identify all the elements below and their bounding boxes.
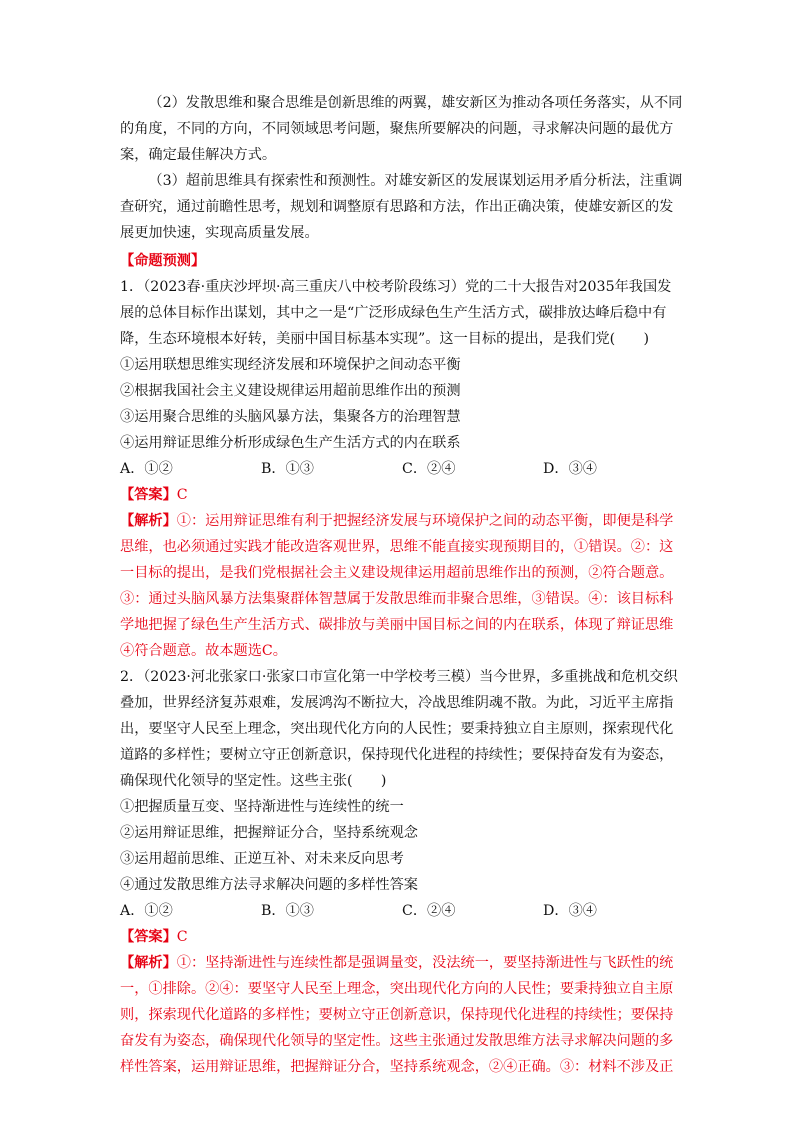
analysis-label: 【解析】: [120, 513, 177, 529]
question-text: （2023·河北张家口·张家口市宣化第一中学校考三模）当今世界，多重挑战和危机交织叠加，世界经济复苏艰难，发展鸿沟不断拉大，冷战思维阴魂不散。为此，习近平主席指出，要坚守人民至上理念，突出现代化方向的人民性；要秉持独立自主原则，探索现代化道路的多样性；要树立守正创新意识，保持现代化进程的持续性；要保持奋发有为姿态，确保现代化领导的坚定性。这些主张( ): [120, 669, 678, 789]
option-d: D．③④: [543, 903, 597, 919]
answer-line: [120, 924, 684, 950]
statement-item: ①运用联想思维实现经济发展和环境保护之间动态平衡: [120, 357, 461, 373]
analysis-text: ①：坚持渐进性与连续性都是强调量变，没法统一，要坚持渐进性与飞跃性的统一，①排除。②④：要坚守人民至上理念，突出现代化方向的人民性；要秉持独立自主原则，探索现代化道路的多样性；要树立守正创新意识，保持现代化进程的持续性；要保持奋发有为姿态，确保现代化领导的坚定性。这些主张通过发散思维方法寻求解决问题的多样性答案，运用辩证思维，把握辩证分合，坚持系统观念，②④正确。③：材料不涉及正: [120, 955, 674, 1075]
question-stem: [120, 664, 684, 794]
intro-paragraph-2: （2）发散思维和聚合思维是创新思维的两翼，雄安新区为推动各项任务落实，从不同的角度，不同的方向，不同领域思考问题，聚焦所要解决的问题，寻求解决问题的最优方案，确定最佳解决方式。: [120, 95, 683, 163]
question-number: 2．: [120, 669, 144, 685]
statement-item: ①把握质量互变、坚持渐进性与连续性的统一: [120, 799, 404, 815]
analysis-paragraph: [120, 508, 684, 664]
statement-item: ②运用辩证思维，把握辩证分合，坚持系统观念: [120, 825, 418, 841]
question-2: [120, 664, 684, 1080]
analysis-paragraph: [120, 950, 684, 1080]
answer-label: 【答案】: [120, 487, 177, 503]
question-stem: [120, 274, 684, 352]
options-row: [120, 456, 684, 482]
option-c: C．②④: [402, 461, 456, 477]
question-1: [120, 274, 684, 664]
option-a: A．①②: [120, 903, 173, 919]
document-body: [120, 90, 684, 1080]
answer-value: C: [176, 487, 188, 503]
answer-line: [120, 482, 684, 508]
statement-item: ④通过发散思维方法寻求解决问题的多样性答案: [120, 877, 418, 893]
section-title: 【命题预测】: [120, 253, 206, 269]
analysis-text: ①：运用辩证思维有利于把握经济发展与环境保护之间的动态平衡，即便是科学思维，也必须通过实践才能改造客观世界，思维不能直接实现预期目的，①错误。②：这一目标的提出，是我们党根据社会主义建设规律运用超前思维作出的预测，②符合题意。③：通过头脑风暴方法集聚群体智慧属于发散思维而非聚合思维，③错误。④：该目标科学地把握了绿色生产生活方式、碳排放与美丽中国目标之间的内在联系，体现了辩证思维④符合题意。故本题选C。: [120, 513, 674, 659]
question-text: （2023春·重庆沙坪坝·高三重庆八中校考阶段练习）党的二十大报告对2035年我国发展的总体目标作出谋划，其中之一是“广泛形成绿色生产生活方式，碳排放达峰后稳中有降，生态环境根本好转，美丽中国目标基本实现”。这一目标的提出，是我们党( ): [120, 279, 672, 347]
statement-item: ③运用超前思维、正逆互补、对未来反向思考: [120, 851, 404, 867]
option-d: D．③④: [543, 461, 597, 477]
intro-paragraph-3: （3）超前思维具有探索性和预测性。对雄安新区的发展谋划运用矛盾分析法，注重调查研究，通过前瞻性思考，规划和调整原有思路和方法，作出正确决策，使雄安新区的发展更加快速，实现高质量发展。: [120, 173, 683, 241]
statement-item: ④运用辩证思维分析形成绿色生产生活方式的内在联系: [120, 435, 461, 451]
option-c: C．②④: [402, 903, 456, 919]
option-b: B．①③: [261, 461, 314, 477]
statement-item: ②根据我国社会主义建设规律运用超前思维作出的预测: [120, 383, 461, 399]
answer-value: C: [176, 929, 188, 945]
option-b: B．①③: [261, 903, 314, 919]
answer-label: 【答案】: [120, 929, 177, 945]
statement-item: ③运用聚合思维的头脑风暴方法，集聚各方的治理智慧: [120, 409, 461, 425]
analysis-label: 【解析】: [120, 955, 177, 971]
option-a: A．①②: [120, 461, 173, 477]
question-number: 1．: [120, 279, 144, 295]
options-row: [120, 898, 684, 924]
